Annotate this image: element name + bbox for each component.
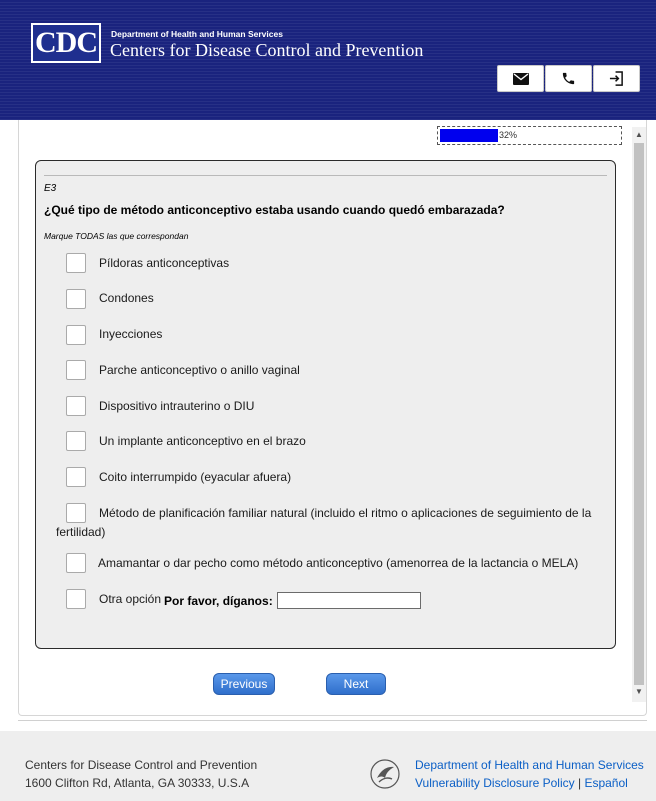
checkbox-option-9[interactable] — [66, 553, 86, 573]
footer-address: 1600 Clifton Rd, Atlanta, GA 30333, U.S.A — [25, 776, 250, 790]
checkbox-option-other[interactable] — [66, 589, 86, 609]
scrollbar[interactable] — [632, 127, 646, 702]
checkbox-option-2[interactable] — [66, 289, 86, 309]
phone-button[interactable] — [545, 65, 592, 92]
option-label-8-continued: fertilidad) — [56, 525, 106, 539]
question-id: E3 — [44, 183, 57, 194]
option-label-5: Dispositivo intrauterino o DIU — [99, 399, 255, 413]
previous-button[interactable]: Previous — [213, 673, 275, 695]
progress-bar — [437, 126, 622, 145]
scroll-up-icon[interactable]: ▲ — [635, 130, 643, 139]
question-text: ¿Qué tipo de método anticonceptivo estaba usando cuando quedó embarazada? — [44, 203, 505, 217]
option-label-7: Coito interrumpido (eyacular afuera) — [99, 470, 292, 484]
option-label-9: Amamantar o dar pecho como método anticonceptivo (amenorrea de la lactancia o MELA) — [98, 556, 579, 570]
option-label-1: Píldoras anticonceptivas — [99, 256, 230, 270]
progress-label: 32% — [499, 130, 518, 140]
option-label-6: Un implante anticonceptivo en el brazo — [99, 434, 306, 448]
checkbox-option-8[interactable] — [66, 503, 86, 523]
frame-divider — [18, 719, 647, 721]
checkbox-option-4[interactable] — [66, 360, 86, 380]
footer-org-name: Centers for Disease Control and Prevention — [25, 758, 258, 772]
cdc-logo[interactable]: CDC — [31, 23, 101, 63]
hhs-eagle-icon — [369, 758, 401, 790]
scrollbar-thumb[interactable] — [634, 143, 644, 685]
divider — [44, 175, 607, 176]
footer-separator: | — [577, 776, 582, 790]
checkbox-option-3[interactable] — [66, 325, 86, 345]
espanol-link[interactable]: Español — [584, 776, 628, 790]
hhs-link[interactable]: Department of Health and Human Services — [415, 758, 644, 772]
option-label-8: Método de planificación familiar natural (incluido el ritmo o aplicaciones de seguimiento de la — [99, 506, 592, 520]
checkbox-option-5[interactable] — [66, 396, 86, 416]
vulnerability-policy-link[interactable]: Vulnerability Disclosure Policy — [415, 776, 575, 790]
other-text-input[interactable] — [277, 592, 421, 609]
option-label-2: Condones — [99, 291, 154, 305]
next-button[interactable]: Next — [326, 673, 386, 695]
scroll-down-icon[interactable]: ▼ — [635, 687, 643, 696]
email-button[interactable] — [497, 65, 544, 92]
department-name: Department of Health and Human Services — [111, 29, 283, 39]
checkbox-option-1[interactable] — [66, 253, 86, 273]
site-header — [0, 0, 656, 120]
checkbox-option-7[interactable] — [66, 467, 86, 487]
footer-links — [415, 776, 628, 790]
progress-fill — [440, 129, 498, 142]
email-icon — [513, 73, 529, 85]
other-prompt: Por favor, díganos: — [164, 594, 273, 608]
option-label-4: Parche anticonceptivo o anillo vaginal — [99, 363, 300, 377]
agency-name: Centers for Disease Control and Prevention — [110, 40, 424, 60]
question-panel — [35, 160, 616, 649]
question-instruction: Marque TODAS las que correspondan — [44, 231, 189, 241]
phone-icon — [561, 71, 576, 86]
exit-icon — [609, 71, 624, 86]
exit-button[interactable] — [593, 65, 640, 92]
checkbox-option-6[interactable] — [66, 431, 86, 451]
site-footer — [0, 731, 656, 801]
option-label-other: Otra opción — [99, 592, 162, 606]
option-label-3: Inyecciones — [99, 327, 163, 341]
